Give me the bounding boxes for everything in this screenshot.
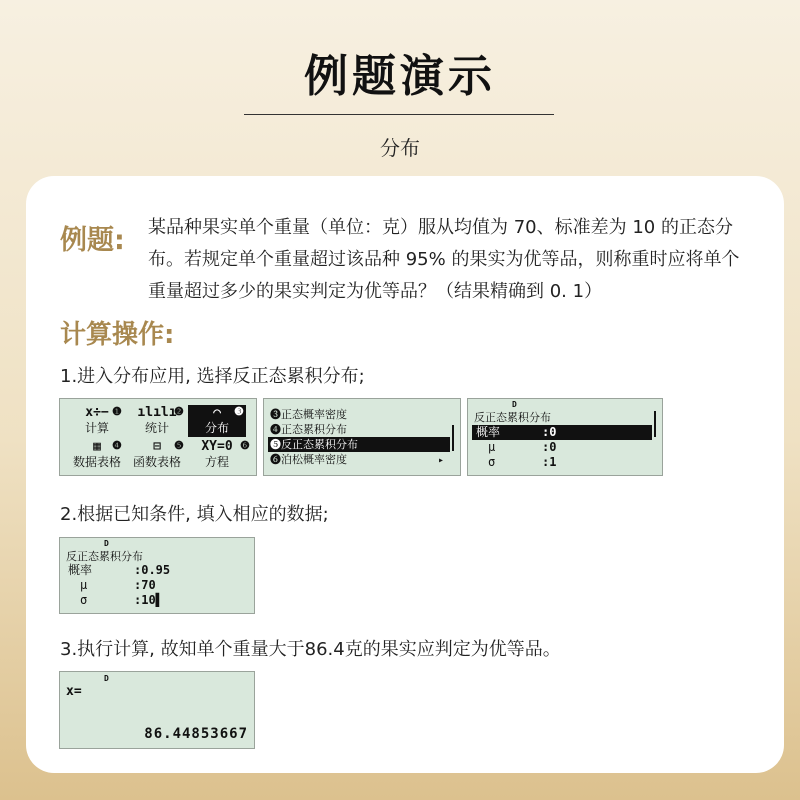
page-subtitle: 分布 (380, 136, 420, 160)
list-item-normal-cd[interactable]: ❹正态累积分布 (270, 423, 347, 436)
example-text: 某品种果实单个重量（单位：克）服从均值为 70、标准差为 10 的正态分布。若规定单个重量超过该品种 95% 的果实为优等品，则称重时应将单个重量超过多少的果实判定为优等品？（结果精确到 0. 1） (148, 217, 740, 302)
step-3-text: 3.执行计算, 故知单个重量大于86.4克的果实应判定为优等品。 (60, 639, 561, 660)
example-label: 例题: (60, 225, 125, 256)
menu-item-function-table[interactable]: ⊟ 函数表格 (124, 439, 190, 469)
distribution-list-screen (263, 398, 461, 476)
list-item-normal-pdf[interactable]: ❸正态概率密度 (270, 408, 347, 421)
calculator-menu-screen: x÷− 计算 ❶ ılılı 统计 ❷ ⌒ 分布 ❸ ▦ 数据表格 ❹ ⊟ 函数表格 ❺ XY=0 方程 ❻ (59, 398, 257, 476)
result-screen (59, 671, 255, 749)
inverse-normal-input-screen (467, 398, 663, 476)
operations-heading: 计算操作: (60, 320, 175, 350)
calculate-icon: x÷− (85, 405, 109, 420)
equation-icon: XY=0 (201, 439, 233, 454)
inverse-normal-filled-screen (59, 537, 255, 614)
degree-indicator: D (104, 674, 109, 683)
table-icon: ▦ (93, 439, 101, 454)
sigma-field[interactable]: σ :1 (488, 455, 557, 469)
step-1-text: 1.进入分布应用, 选择反正态累积分布; (60, 366, 365, 387)
bell-curve-icon: ⌒ (213, 405, 221, 420)
menu-item-statistics[interactable]: ılılı 统计 (128, 405, 186, 435)
degree-indicator: D (104, 539, 109, 548)
title-divider (244, 114, 554, 115)
screen-title: 反正态累积分布 (66, 550, 143, 563)
probability-field[interactable]: 概率 :0.95 (68, 563, 171, 577)
result-label: x= (66, 684, 82, 699)
menu-item-equation[interactable]: XY=0 方程 (188, 439, 246, 469)
page-title: 例题演示 (304, 51, 496, 102)
sigma-field[interactable]: σ :10▌ (80, 593, 163, 607)
screen-title: 反正态累积分布 (474, 411, 551, 424)
scrollbar[interactable] (452, 425, 454, 451)
list-item-poisson-pd[interactable]: ❻泊松概率密度 (270, 453, 347, 466)
menu-item-calculate[interactable]: x÷− 计算 (68, 405, 126, 435)
scrollbar[interactable] (654, 411, 656, 437)
function-table-icon: ⊟ (153, 439, 161, 454)
result-value: 86.44853667 (144, 726, 248, 742)
step-2-text: 2.根据已知条件, 填入相应的数据; (60, 504, 329, 525)
degree-indicator: D (512, 400, 517, 409)
mean-field[interactable]: μ :70 (80, 578, 156, 592)
mean-field[interactable]: μ :0 (488, 440, 557, 454)
list-item-inverse-normal[interactable]: ❺反正态累积分布 (268, 437, 450, 452)
statistics-icon: ılılı (137, 405, 177, 420)
menu-item-data-table[interactable]: ▦ 数据表格 (64, 439, 130, 469)
probability-field[interactable]: 概率 :0 (472, 425, 652, 440)
more-arrow-icon: ▸ (438, 455, 445, 466)
menu-item-distribution[interactable]: ⌒ 分布 (188, 405, 246, 437)
